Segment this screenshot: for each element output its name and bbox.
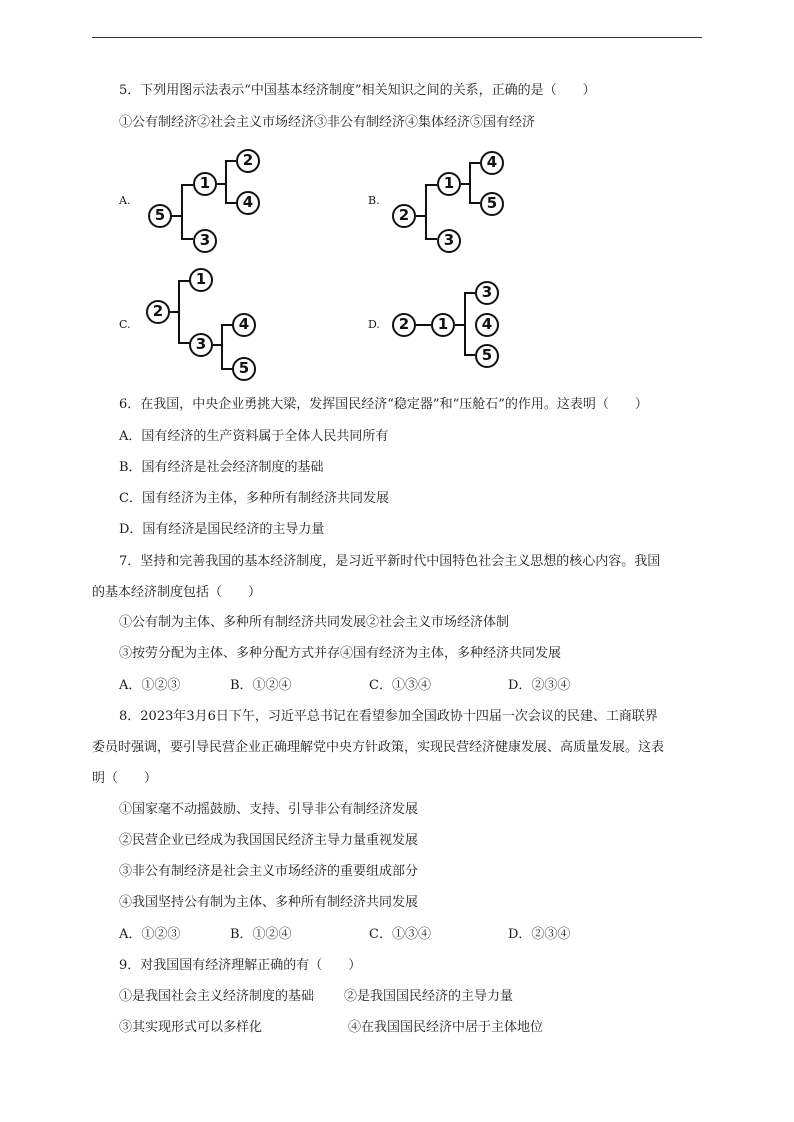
q9-stem: 9．对我国国有经济理解正确的有（ ） <box>119 958 362 973</box>
diagram-node-circled-3: 3 <box>189 333 213 357</box>
q7-option-a[interactable]: A．①②③ <box>119 678 181 693</box>
q8-statement-2: ②民营企业已经成为我国国民经济主导力量重视发展 <box>119 833 419 848</box>
diagram-bracket <box>464 292 475 356</box>
diagram-node-circled-2: 2 <box>146 300 170 324</box>
q5-option-d-label: D. <box>368 318 380 331</box>
diagram-node-circled-1: 1 <box>437 172 461 196</box>
diagram-node-circled-2: 2 <box>236 149 260 173</box>
diagram-bracket <box>221 324 232 370</box>
q8-stem-line3: 明（ ） <box>92 771 158 786</box>
q5-option-a-label: A. <box>119 194 131 207</box>
q6-option-b[interactable]: B．国有经济是社会经济制度的基础 <box>119 460 324 475</box>
q8-stem-line2: 委员时强调，要引导民营企业正确理解党中央方针政策，实现民营经济健康发展、高质量发展。这表 <box>92 740 665 755</box>
diagram-node-circled-1: 1 <box>189 268 213 292</box>
q8-statement-1: ①国家毫不动摇鼓励、支持、引导非公有制经济发展 <box>119 802 419 817</box>
diagram-node-circled-4: 4 <box>236 191 260 215</box>
q9-statement-1: ①是我国社会主义经济制度的基础 <box>119 989 315 1004</box>
q8-option-a[interactable]: A．①②③ <box>119 927 181 942</box>
q7-statement-line2: ③按劳分配为主体、多种分配方式并存④国有经济为主体，多种经济共同发展 <box>119 646 562 661</box>
diagram-node-circled-4: 4 <box>232 313 256 337</box>
diagram-bracket <box>225 160 236 204</box>
q5-option-b-label: B. <box>368 194 380 207</box>
q6-stem: 6．在我国，中央企业勇挑大梁，发挥国民经济“稳定器”和“压舱石”的作用。这表明（ ） <box>119 397 648 412</box>
q9-statement-2: ②是我国国民经济的主导力量 <box>344 989 514 1004</box>
q7-stem-line1: 7．坚持和完善我国的基本经济制度，是习近平新时代中国特色社会主义思想的核心内容。我国 <box>119 554 661 569</box>
q9-statement-4: ④在我国国民经济中居于主体地位 <box>348 1020 544 1035</box>
header-rule <box>92 37 702 38</box>
q6-option-c[interactable]: C．国有经济为主体，多种所有制经济共同发展 <box>119 491 389 506</box>
q9-statement-3: ③其实现形式可以多样化 <box>119 1020 263 1035</box>
diagram-bracket <box>181 184 193 240</box>
q8-statement-3: ③非公有制经济是社会主义市场经济的重要组成部分 <box>119 864 419 879</box>
diagram-node-circled-5: 5 <box>232 357 256 381</box>
q5-items: ①公有制经济②社会主义市场经济③非公有制经济④集体经济⑤国有经济 <box>119 115 536 130</box>
q7-stem-line2: 的基本经济制度包括（ ） <box>92 585 262 600</box>
diagram-node-circled-4: 4 <box>475 313 499 337</box>
q5-stem: 5．下列用图示法表示“中国基本经济制度”相关知识之间的关系，正确的是（ ） <box>119 83 596 98</box>
diagram-node-circled-1: 1 <box>193 172 217 196</box>
diagram-node-circled-3: 3 <box>437 229 461 253</box>
q6-option-a[interactable]: A．国有经济的生产资料属于全体人民共同所有 <box>119 429 389 444</box>
diagram-node-circled-2: 2 <box>392 204 416 228</box>
q8-option-c[interactable]: C．①③④ <box>369 927 431 942</box>
q5-option-c-label: C. <box>119 318 131 331</box>
diagram-bracket <box>425 184 437 240</box>
q7-statement-line1: ①公有制为主体、多种所有制经济共同发展②社会主义市场经济体制 <box>119 615 510 630</box>
diagram-node-circled-5: 5 <box>475 344 499 368</box>
diagram-node-circled-4: 4 <box>480 151 504 175</box>
diagram-node-circled-5: 5 <box>480 192 504 216</box>
diagram-node-circled-3: 3 <box>193 229 217 253</box>
q8-option-b[interactable]: B．①②④ <box>230 927 292 942</box>
diagram-node-circled-1: 1 <box>431 313 455 337</box>
q8-option-d[interactable]: D．②③④ <box>508 927 571 942</box>
diagram-node-circled-5: 5 <box>148 204 172 228</box>
q8-stem-line1: 8．2023年3月6日下午，习近平总书记在看望参加全国政协十四届一次会议的民建、工商联界 <box>119 709 658 724</box>
q7-option-b[interactable]: B．①②④ <box>230 678 292 693</box>
diagram-bracket <box>469 162 480 204</box>
diagram-node-circled-3: 3 <box>475 281 499 305</box>
diagram-node-circled-2: 2 <box>392 313 416 337</box>
q7-option-c[interactable]: C．①③④ <box>369 678 431 693</box>
q7-option-d[interactable]: D．②③④ <box>508 678 571 693</box>
q6-option-d[interactable]: D．国有经济是国民经济的主导力量 <box>119 522 325 537</box>
q8-statement-4: ④我国坚持公有制为主体、多种所有制经济共同发展 <box>119 895 419 910</box>
diagram-bracket <box>178 280 190 344</box>
